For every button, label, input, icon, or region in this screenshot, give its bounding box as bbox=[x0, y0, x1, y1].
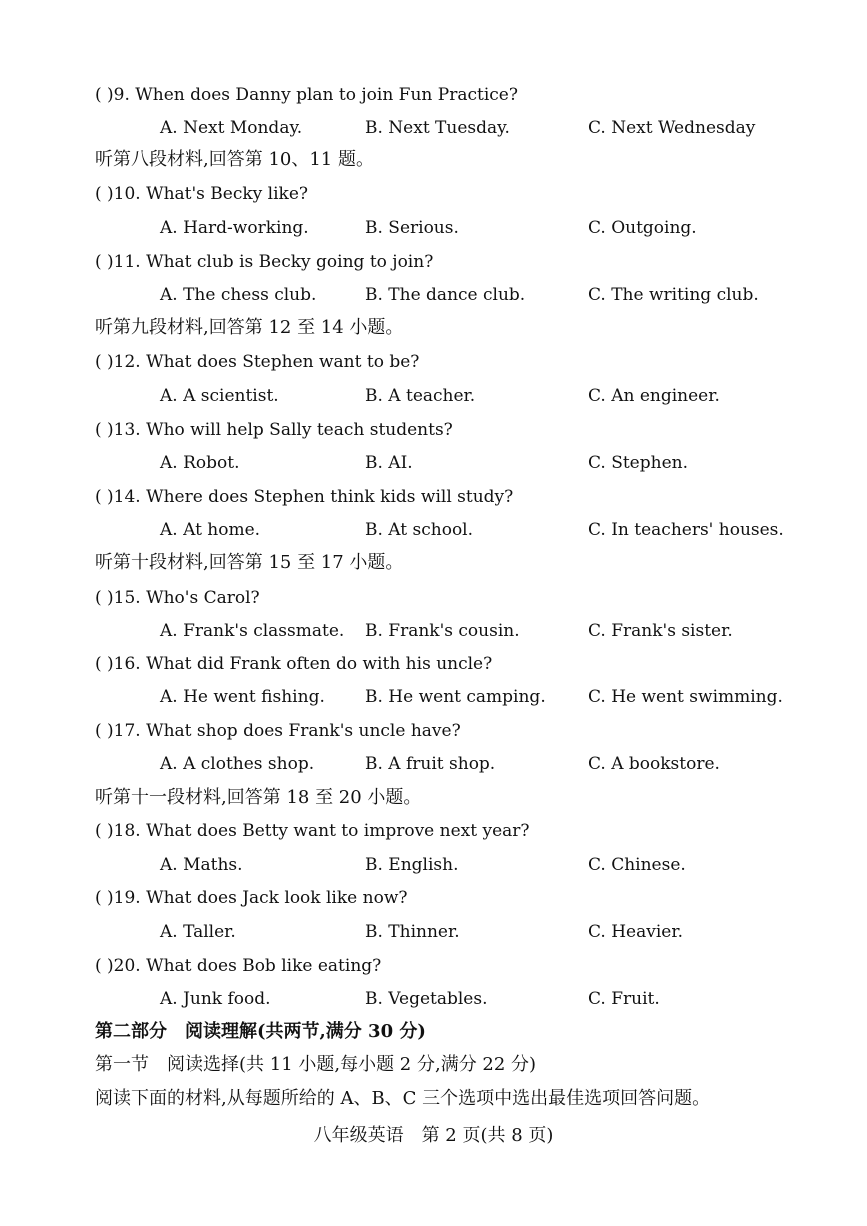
part-2-instructions: 阅读下面的材料,从每题所给的 A、B、C 三个选项中选出最佳选项回答问题。 bbox=[95, 1088, 711, 1109]
question-14-option-b: B. At school. bbox=[365, 520, 474, 540]
question-16-option-c: C. He went swimming. bbox=[588, 687, 783, 707]
question-10-option-b: B. Serious. bbox=[365, 218, 459, 238]
question-19-option-c: C. Heavier. bbox=[588, 922, 683, 942]
question-13-option-b: B. AI. bbox=[365, 453, 413, 473]
question-17-option-c: C. A bookstore. bbox=[588, 754, 720, 774]
question-12-option-b: B. A teacher. bbox=[365, 386, 476, 406]
question-11-option-c: C. The writing club. bbox=[588, 285, 759, 305]
section-8-instruction: 听第八段材料,回答第 10、11 题。 bbox=[95, 149, 374, 170]
question-16-stem: ( )16. What did Frank often do with his uncle? bbox=[95, 654, 493, 674]
page-footer: 八年级英语 第 2 页(共 8 页) bbox=[313, 1125, 554, 1146]
question-9-option-a: A. Next Monday. bbox=[160, 118, 303, 138]
question-20-option-b: B. Vegetables. bbox=[365, 989, 488, 1009]
part-2-title: 第二部分 阅读理解(共两节,满分 30 分) bbox=[95, 1021, 426, 1042]
question-13-option-c: C. Stephen. bbox=[588, 453, 688, 473]
question-17-option-b: B. A fruit shop. bbox=[365, 754, 496, 774]
question-19-stem: ( )19. What does Jack look like now? bbox=[95, 888, 408, 908]
question-9-option-b: B. Next Tuesday. bbox=[365, 118, 510, 138]
question-12-option-c: C. An engineer. bbox=[588, 386, 720, 406]
question-9-option-c: C. Next Wednesday bbox=[588, 118, 756, 138]
question-18-option-c: C. Chinese. bbox=[588, 855, 686, 875]
section-9-instruction: 听第九段材料,回答第 12 至 14 小题。 bbox=[95, 317, 404, 338]
question-11-option-a: A. The chess club. bbox=[160, 285, 317, 305]
question-16-option-b: B. He went camping. bbox=[365, 687, 546, 707]
question-16-option-a: A. He went fishing. bbox=[160, 687, 325, 707]
question-14-option-c: C. In teachers' houses. bbox=[588, 520, 784, 540]
question-17-stem: ( )17. What shop does Frank's uncle have? bbox=[95, 721, 461, 741]
question-15-stem: ( )15. Who's Carol? bbox=[95, 588, 260, 608]
question-20-option-a: A. Junk food. bbox=[160, 989, 271, 1009]
part-2-section-1-title: 第一节 阅读选择(共 11 小题,每小题 2 分,满分 22 分) bbox=[95, 1054, 537, 1075]
question-18-stem: ( )18. What does Betty want to improve next year? bbox=[95, 821, 530, 841]
section-11-instruction: 听第十一段材料,回答第 18 至 20 小题。 bbox=[95, 787, 422, 808]
question-12-option-a: A. A scientist. bbox=[160, 386, 279, 406]
question-17-option-a: A. A clothes shop. bbox=[160, 754, 315, 774]
question-11-option-b: B. The dance club. bbox=[365, 285, 526, 305]
question-9-stem: ( )9. When does Danny plan to join Fun Practice? bbox=[95, 85, 518, 105]
question-10-option-a: A. Hard-working. bbox=[160, 218, 309, 238]
question-10-stem: ( )10. What's Becky like? bbox=[95, 184, 309, 204]
question-20-stem: ( )20. What does Bob like eating? bbox=[95, 956, 382, 976]
question-13-stem: ( )13. Who will help Sally teach students? bbox=[95, 420, 453, 440]
question-13-option-a: A. Robot. bbox=[160, 453, 240, 473]
question-15-option-c: C. Frank's sister. bbox=[588, 621, 733, 641]
question-18-option-b: B. English. bbox=[365, 855, 459, 875]
question-19-option-a: A. Taller. bbox=[160, 922, 236, 942]
question-14-option-a: A. At home. bbox=[160, 520, 261, 540]
question-15-option-b: B. Frank's cousin. bbox=[365, 621, 520, 641]
question-14-stem: ( )14. Where does Stephen think kids will study? bbox=[95, 487, 514, 507]
question-11-stem: ( )11. What club is Becky going to join? bbox=[95, 252, 434, 272]
section-10-instruction: 听第十段材料,回答第 15 至 17 小题。 bbox=[95, 552, 404, 573]
question-18-option-a: A. Maths. bbox=[160, 855, 243, 875]
question-12-stem: ( )12. What does Stephen want to be? bbox=[95, 352, 420, 372]
question-15-option-a: A. Frank's classmate. bbox=[160, 621, 345, 641]
question-19-option-b: B. Thinner. bbox=[365, 922, 460, 942]
question-20-option-c: C. Fruit. bbox=[588, 989, 660, 1009]
question-10-option-c: C. Outgoing. bbox=[588, 218, 697, 238]
